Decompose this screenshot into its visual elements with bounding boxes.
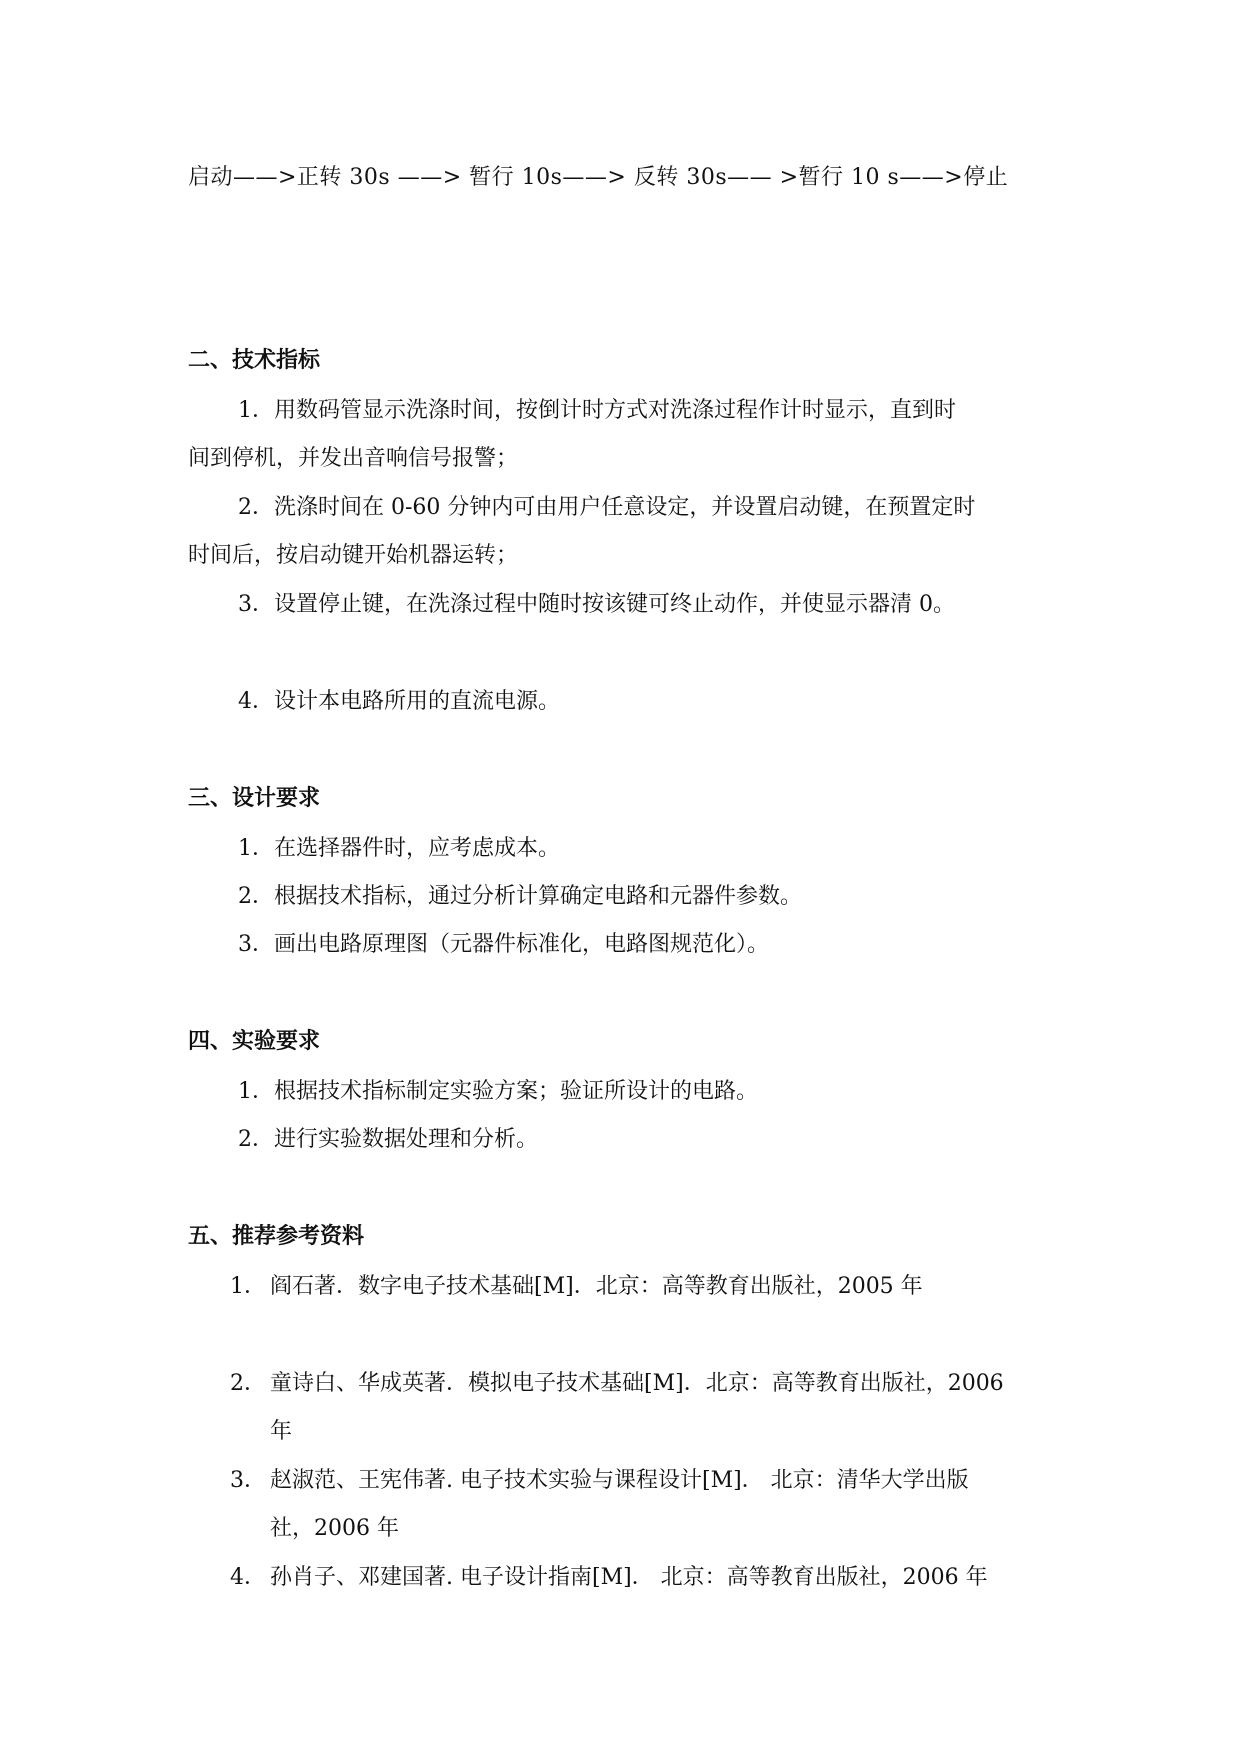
spec-item-3: 3．设置停止键，在洗涤过程中随时按该键可终止动作，并使显示器清 0。 — [238, 592, 955, 617]
reference-4-number: 4． — [230, 1565, 266, 1590]
reference-3-number: 3． — [230, 1468, 266, 1493]
reference-2-cont: 年 — [270, 1419, 293, 1444]
reference-3-text: 赵淑范、王宪伟著. 电子技术实验与课程设计[M]． 北京：清华大学出版 — [270, 1468, 969, 1493]
reference-2-text: 童诗白、华成英著．模拟电子技术基础[M]．北京：高等教育出版社，2006 — [270, 1371, 1004, 1396]
design-req-item-1: 1．在选择器件时，应考虑成本。 — [238, 836, 560, 861]
reference-2-number: 2． — [230, 1371, 266, 1396]
section-technical-specs-heading: 二、技术指标 — [188, 347, 321, 373]
design-req-item-3: 3．画出电路原理图（元器件标准化，电路图规范化）。 — [238, 932, 769, 957]
spec-item-2-cont: 时间后，按启动键开始机器运转； — [188, 543, 519, 568]
process-flow-text: 启动——>正转 30s ——> 暂行 10s——> 反转 30s—— >暂行 10 s——>停止 — [188, 165, 1009, 190]
reference-3-cont: 社，2006 年 — [270, 1516, 399, 1541]
experiment-req-item-2: 2．进行实验数据处理和分析。 — [238, 1127, 538, 1152]
reference-1-text: 阎石著．数字电子技术基础[M]．北京：高等教育出版社，2005 年 — [270, 1274, 923, 1299]
reference-4-text: 孙肖子、邓建国著. 电子设计指南[M]． 北京：高等教育出版社，2006 年 — [270, 1565, 988, 1590]
experiment-req-item-1: 1．根据技术指标制定实验方案；验证所设计的电路。 — [238, 1079, 758, 1104]
section-design-requirements-heading: 三、设计要求 — [188, 785, 321, 811]
section-references-heading: 五、推荐参考资料 — [188, 1223, 365, 1249]
spec-item-1: 1．用数码管显示洗涤时间，按倒计时方式对洗涤过程作计时显示，直到时 — [238, 398, 956, 423]
section-experiment-requirements-heading: 四、实验要求 — [188, 1028, 321, 1054]
reference-1-number: 1． — [230, 1274, 266, 1299]
design-req-item-2: 2．根据技术指标，通过分析计算确定电路和元器件参数。 — [238, 884, 802, 909]
spec-item-2: 2．洗涤时间在 0-60 分钟内可由用户任意设定，并设置启动键，在预置定时 — [238, 495, 976, 520]
spec-item-4: 4．设计本电路所用的直流电源。 — [238, 689, 560, 714]
spec-item-1-cont: 间到停机，并发出音响信号报警； — [188, 446, 519, 471]
